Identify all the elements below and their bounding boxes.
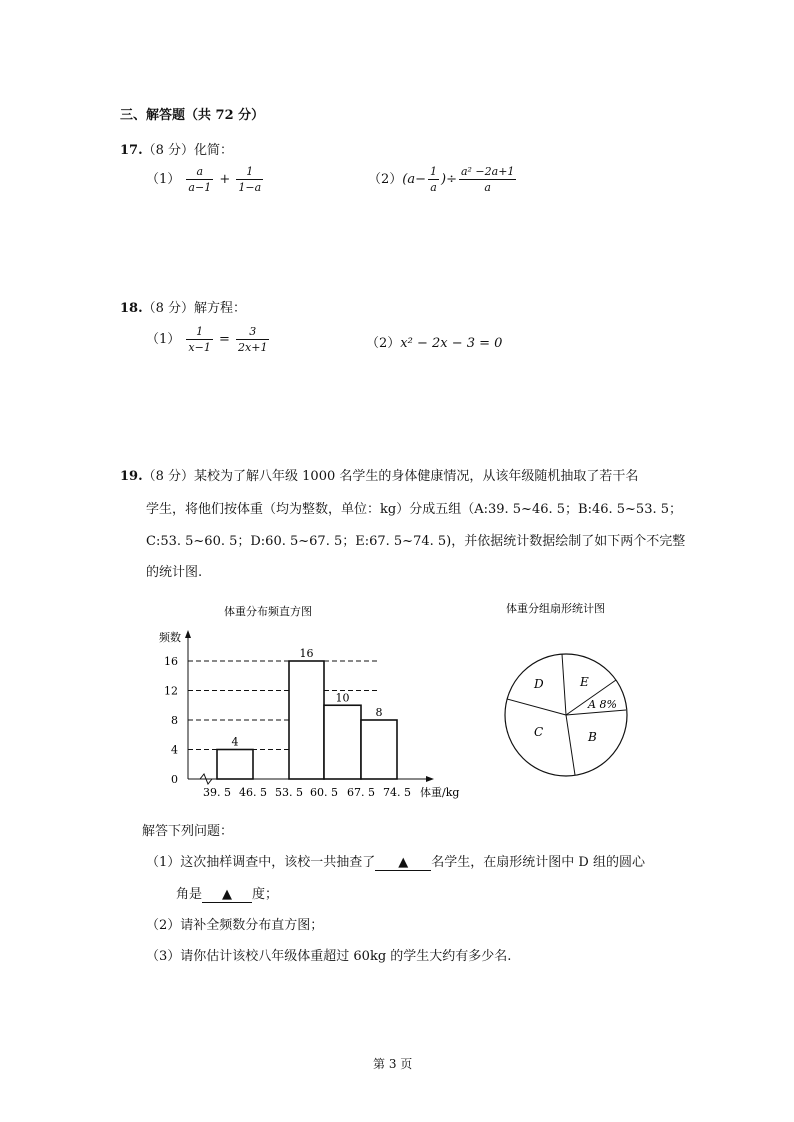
sub-question-1 <box>146 851 645 871</box>
histogram-bar <box>361 720 397 779</box>
sub-question-1-text-b: 名学生，在扇形统计图中 D 组的圆心 <box>431 855 645 870</box>
pie-label-d: D <box>534 677 544 691</box>
answer-blank-1[interactable]: ▲ <box>375 855 431 871</box>
part-label: （2） <box>366 336 401 351</box>
question-18-part-2 <box>366 332 502 351</box>
question-17-part-1 <box>146 165 265 194</box>
y-axis-label: 频数 <box>159 631 181 644</box>
numerator: a² −2a+1 <box>460 165 515 178</box>
pie-title: 体重分组扇形统计图 <box>506 602 605 615</box>
bar-data-label: 4 <box>231 735 239 749</box>
numerator: 1 <box>196 325 204 338</box>
question-17-number: 17. <box>120 143 143 158</box>
pie-label-e: E <box>580 675 589 689</box>
y-tick-label: 12 <box>164 684 178 698</box>
y-tick-label: 8 <box>171 714 178 727</box>
question-18-number: 18. <box>120 301 143 316</box>
fraction <box>428 165 439 194</box>
histogram-bar <box>324 705 361 779</box>
question-19-number: 19. <box>120 469 143 484</box>
answer-blank-2[interactable]: ▲ <box>202 887 252 903</box>
x-tick-label: 53. 5 <box>275 786 303 799</box>
question-18 <box>120 297 246 316</box>
question-17-part-2 <box>368 165 518 194</box>
numerator: a <box>196 165 204 178</box>
fraction <box>459 165 516 194</box>
operator: = <box>218 332 230 347</box>
question-19-line-1: （8 分）某校为了解八年级 1000 名学生的身体健康情况，从该年级随机抽取了若干名 <box>142 469 639 484</box>
equation: x² − 2x − 3 = 0 <box>400 336 503 351</box>
question-19-line-3: C:53. 5~60. 5；D:60. 5~67. 5；E:67. 5~74. 5)，并依据统计数据绘制了如下两个不完整 <box>146 534 686 549</box>
histogram-bar <box>289 661 324 779</box>
x-axis-label: 体重/kg <box>420 786 460 799</box>
question-19 <box>120 465 638 484</box>
x-tick-label: 60. 5 <box>310 786 338 799</box>
numerator: 1 <box>246 165 254 178</box>
denominator: 1−a <box>238 181 262 194</box>
part-label: （1） <box>146 172 181 187</box>
fraction <box>236 325 269 354</box>
histogram-bar <box>217 750 253 780</box>
bar-data-label: 16 <box>299 647 314 660</box>
pie-label-b: B <box>588 730 597 744</box>
operator: + <box>219 172 231 187</box>
histogram-chart <box>150 598 470 808</box>
page-number: 第 3 页 <box>373 1057 413 1071</box>
expression-middle: )÷ <box>441 172 457 187</box>
x-tick-label: 67. 5 <box>347 786 375 799</box>
bar-data-label: 8 <box>375 706 383 719</box>
pie-label-c: C <box>534 725 544 739</box>
denominator: a <box>459 179 516 194</box>
y-tick-label: 4 <box>171 743 178 757</box>
denominator: x−1 <box>188 341 211 354</box>
sub-question-1-text-a: （1）这次抽样调查中，该校一共抽查了 <box>146 855 376 870</box>
fraction <box>186 325 212 354</box>
question-17-intro: （8 分）化简： <box>142 143 234 158</box>
fraction <box>186 165 213 194</box>
x-tick-label: 74. 5 <box>383 786 411 799</box>
sub-question-1-continued <box>176 883 278 903</box>
x-tick-label: 39. 5 <box>203 786 231 799</box>
question-18-intro: （8 分）解方程： <box>142 301 247 316</box>
numerator: 3 <box>249 325 257 338</box>
pie-chart <box>500 598 640 783</box>
sub-question-3: （3）请你估计该校八年级体重超过 60kg 的学生大约有多少名. <box>146 949 512 964</box>
part-label: （1） <box>146 332 181 347</box>
y-tick-label: 0 <box>171 773 178 786</box>
answer-intro: 解答下列问题： <box>142 824 234 839</box>
fraction <box>236 165 263 194</box>
question-18-part-1 <box>146 325 271 354</box>
denominator: a−1 <box>188 181 212 194</box>
denominator: 2x+1 <box>238 341 268 354</box>
question-19-line-2: 学生，将他们按体重（均为整数，单位：kg）分成五组（A:39. 5~46. 5；B:46. 5~53. 5； <box>146 502 682 517</box>
histogram-title: 体重分布频直方图 <box>224 605 312 618</box>
x-axis-arrow <box>426 776 434 782</box>
question-17 <box>120 139 233 158</box>
x-tick-label: 46. 5 <box>239 786 267 799</box>
y-axis-arrow <box>185 630 191 638</box>
denominator: a <box>428 179 439 194</box>
sub-question-1-text-d: 度； <box>252 887 279 902</box>
pie-label-a: A 8% <box>588 698 617 711</box>
part-label: （2） <box>368 172 403 187</box>
expression-prefix: (a− <box>402 172 426 187</box>
bar-data-label: 10 <box>335 691 350 705</box>
sub-question-2: （2）请补全频数分布直方图； <box>146 918 324 933</box>
section-title: 三、解答题（共 72 分） <box>120 108 265 123</box>
numerator: 1 <box>430 165 437 178</box>
question-19-line-4: 的统计图. <box>146 565 203 580</box>
y-tick-label: 16 <box>164 655 178 668</box>
sub-question-1-text-c: 角是 <box>176 887 203 902</box>
